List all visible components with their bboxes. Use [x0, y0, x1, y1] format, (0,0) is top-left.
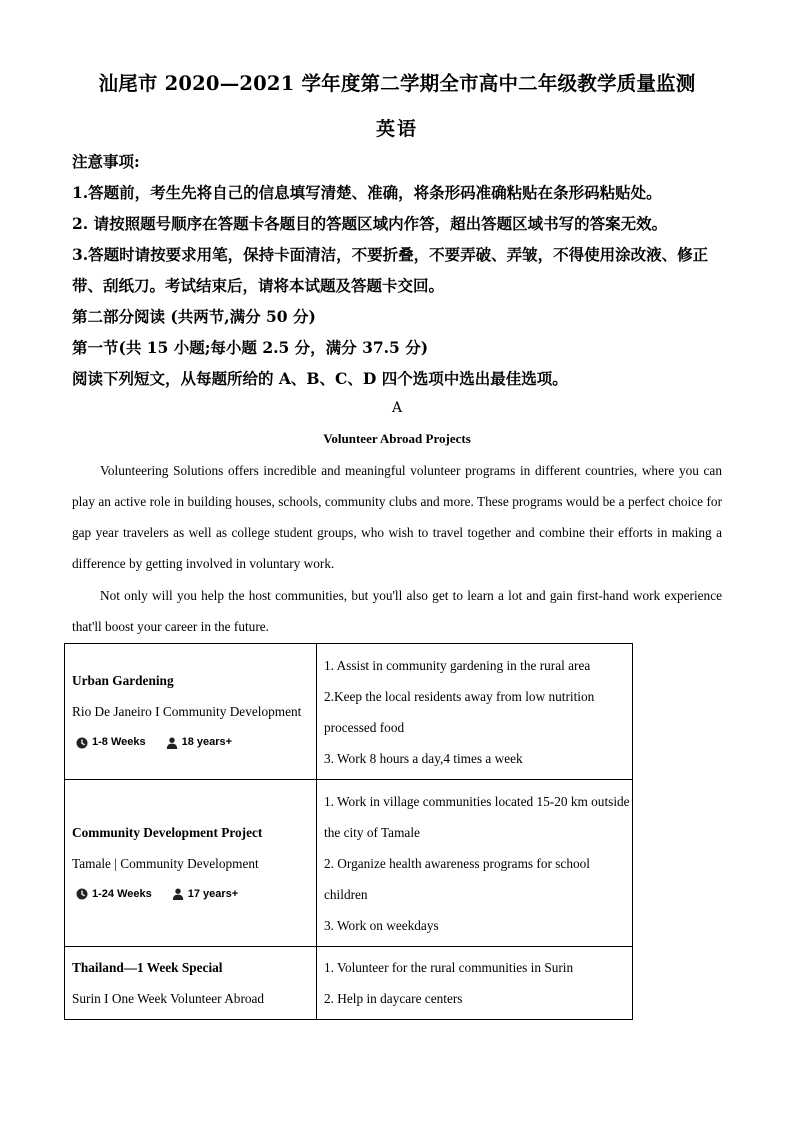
- project-duty: 2. Organize health awareness programs for school children: [324, 855, 590, 902]
- exam-title: 汕尾市 2020—2021 学年度第二学期全市高中二年级教学质量监测: [98, 72, 696, 95]
- project-duty: 1. Work in village communities located 15-20 km outside the city of Tamale: [324, 793, 630, 840]
- table-row: [65, 947, 633, 1020]
- person-icon: [172, 888, 184, 900]
- note-item-1: 1.答题前，考生先将自己的信息填写清楚、准确，将条形码准确粘贴在条形码粘贴处。: [72, 183, 662, 202]
- note-item-2: 2. 请按照题号顺序在答题卡各题目的答题区域内作答，超出答题区域书写的答案无效。: [72, 214, 668, 233]
- passage-letter: A: [391, 400, 403, 416]
- projects-table: [64, 643, 633, 1020]
- project-info-cell: [65, 947, 317, 1020]
- project-name: Urban Gardening: [72, 673, 174, 688]
- project-info-cell: [65, 644, 317, 780]
- project-duty: 3. Work on weekdays: [324, 917, 439, 933]
- note-item-3: 3.答题时请按要求用笔，保持卡面清洁，不要折叠，不要弄破、弄皱，不得使用涂改液、修正带、刮纸刀。考试结束后，请将本试题及答题卡交回。: [72, 245, 709, 295]
- project-age: 17 years+: [187, 887, 239, 900]
- project-meta: [72, 879, 316, 910]
- reading-instruction: 阅读下列短文，从每题所给的 A、B、C、D 四个选项中选出最佳选项。: [72, 369, 568, 388]
- table-row: [65, 780, 633, 947]
- passage-title: Volunteer Abroad Projects: [323, 431, 471, 446]
- passage-paragraph-1: Volunteering Solutions offers incredible and meaningful volunteer programs in different countries, where you can play an active role in building houses, schools, community clubs and more. These programs would be a perfect choice for gap year travelers as well as college student groups, who wish to travel together and combine their efforts in making a difference by getting involved in voluntary work.: [72, 463, 722, 571]
- project-location: Surin I One Week Volunteer Abroad: [72, 991, 265, 1006]
- project-duty: 2.Keep the local residents away from low nutrition processed food: [324, 688, 595, 735]
- table-row: [65, 644, 633, 780]
- project-duties-cell: [317, 780, 633, 947]
- project-duties-cell: [317, 947, 633, 1020]
- project-name: Thailand—1 Week Special: [72, 960, 223, 975]
- project-duty: 1. Assist in community gardening in the rural area: [324, 657, 591, 673]
- project-info-cell: [65, 780, 317, 947]
- project-duties-cell: [317, 644, 633, 780]
- project-duty: 1. Volunteer for the rural communities in Surin: [324, 960, 574, 975]
- clock-icon: [76, 737, 88, 749]
- notes-heading: 注意事项:: [72, 152, 140, 171]
- project-name: Community Development Project: [72, 824, 263, 840]
- project-duration: 1-8 Weeks: [92, 736, 146, 748]
- passage-paragraph-2: Not only will you help the host communities, but you'll also get to learn a lot and gain first-hand work experience that'll boost your career in the future.: [72, 588, 722, 634]
- project-location: Rio De Janeiro I Community Development: [72, 704, 302, 719]
- part-two-heading: 第二部分阅读 (共两节,满分 50 分): [72, 307, 316, 326]
- project-location: Tamale | Community Development: [72, 855, 259, 871]
- project-age: 18 years+: [181, 736, 233, 748]
- project-meta: [72, 727, 316, 758]
- section-one-heading: 第一节(共 15 小题;每小题 2.5 分，满分 37.5 分): [72, 338, 429, 357]
- project-duty: 2. Help in daycare centers: [324, 991, 463, 1006]
- subject-title: 英语: [375, 118, 418, 140]
- project-duty: 3. Work 8 hours a day,4 times a week: [324, 750, 523, 766]
- project-duration: 1-24 Weeks: [92, 887, 152, 900]
- clock-icon: [76, 888, 88, 900]
- person-icon: [166, 737, 178, 749]
